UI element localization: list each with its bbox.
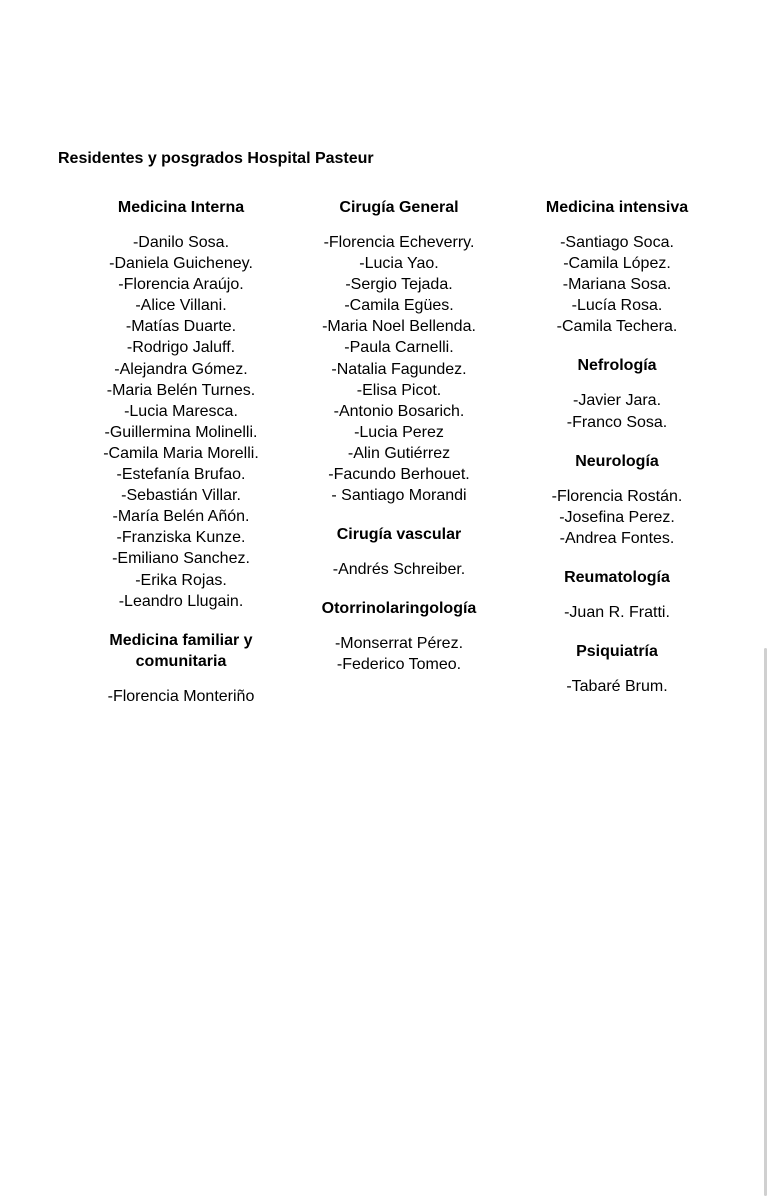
specialty-section (279, 524, 519, 580)
list-item: -Danilo Sosa. (132, 234, 230, 251)
list-item: -Florencia Araújo. (118, 276, 244, 294)
column-1 (61, 197, 301, 707)
list-item: -Maria Noel Bellenda. (322, 318, 476, 336)
list-item: -Camila López. (563, 255, 671, 273)
list-item: -Federico Tomeo. (336, 656, 462, 674)
specialty-title: Neurología (575, 452, 659, 470)
list-item: -Sergio Tejada. (345, 276, 453, 294)
name-list (61, 686, 301, 707)
name-list (497, 390, 737, 432)
name-list (61, 232, 301, 612)
list-item: -Paula Carnelli. (344, 339, 454, 357)
specialty-section (61, 197, 301, 612)
list-item: -Facundo Berhouet. (328, 466, 470, 484)
list-item: -Javier Jara. (572, 392, 662, 410)
list-item: -Franziska Kunze. (116, 529, 246, 547)
specialty-title: Psiquiatría (576, 643, 658, 661)
list-item: -Monserrat Pérez. (334, 635, 464, 653)
list-item: -Maria Belén Turnes. (106, 381, 256, 399)
specialty-section (497, 197, 737, 337)
list-item: -Erika Rojas. (135, 571, 227, 589)
list-item: -Alejandra Gómez. (114, 360, 248, 378)
name-list (497, 232, 737, 337)
list-item: -Daniela Guicheney. (109, 255, 253, 273)
list-item: -Rodrigo Jaluff. (126, 339, 236, 357)
specialty-title: Cirugía General (339, 199, 459, 216)
specialty-section (279, 197, 519, 506)
specialty-title: Cirugía vascular (336, 526, 462, 544)
list-item: -Andrea Fontes. (559, 529, 675, 547)
list-item: -Elisa Picot. (356, 381, 442, 399)
list-item: -Camila Egües. (344, 297, 454, 315)
list-item: -Lucia Perez (354, 423, 444, 441)
list-item: -Estefanía Brufao. (116, 466, 246, 484)
specialty-section (279, 598, 519, 675)
list-item: -Florencia Rostán. (551, 487, 683, 505)
specialty-section (497, 355, 737, 432)
list-item: -Juan R. Fratti. (564, 603, 670, 621)
list-item: -Camila Maria Morelli. (103, 444, 259, 462)
name-list (497, 676, 737, 697)
specialty-section (497, 641, 737, 697)
list-item: -Lucia Yao. (359, 255, 439, 273)
list-item: -Mariana Sosa. (562, 276, 672, 294)
specialty-section (497, 451, 737, 549)
list-item: -Alice Villani. (135, 297, 227, 315)
list-item: -Santiago Soca. (560, 234, 674, 251)
list-item: -Lucia Maresca. (124, 402, 238, 420)
specialty-section (497, 567, 737, 623)
list-item: -Franco Sosa. (566, 413, 668, 431)
name-list (497, 486, 737, 549)
list-item: -Guillermina Molinelli. (104, 423, 258, 441)
list-item: -María Belén Añón. (112, 508, 250, 526)
list-item: -Alin Gutiérrez (347, 444, 451, 462)
list-item: -Florencia Echeverry. (323, 234, 475, 251)
specialty-title: Medicina familiar y comunitaria (109, 631, 253, 670)
name-list (279, 559, 519, 580)
list-item: -Lucía Rosa. (571, 297, 663, 315)
specialty-title: Nefrología (577, 357, 657, 375)
list-item: -Sebastián Villar. (121, 487, 241, 505)
column-2 (279, 197, 519, 676)
list-item: -Tabaré Brum. (566, 678, 668, 696)
page-title: Residentes y posgrados Hospital Pasteur (58, 150, 374, 167)
list-item: -Natalia Fagundez. (331, 360, 467, 378)
name-list (279, 633, 519, 675)
specialty-title: Otorrinolaringología (321, 600, 477, 618)
specialty-title: Medicina Interna (117, 199, 245, 216)
list-item: -Camila Techera. (556, 318, 678, 336)
column-3 (497, 197, 737, 697)
list-item: - Santiago Morandi (331, 487, 467, 505)
name-list (497, 602, 737, 623)
specialty-title: Medicina intensiva (545, 199, 689, 216)
specialty-title: Reumatología (564, 568, 670, 586)
name-list (279, 232, 519, 506)
scrollbar[interactable] (764, 648, 767, 1196)
list-item: -Matías Duarte. (125, 318, 237, 336)
list-item: -Josefina Perez. (559, 508, 675, 526)
list-item: -Emiliano Sanchez. (112, 550, 250, 568)
list-item: -Leandro Llugain. (118, 592, 244, 610)
list-item: -Andrés Schreiber. (332, 561, 466, 579)
specialty-section (61, 630, 301, 707)
list-item: -Antonio Bosarich. (333, 402, 465, 420)
list-item: -Florencia Monteriño (107, 687, 255, 705)
